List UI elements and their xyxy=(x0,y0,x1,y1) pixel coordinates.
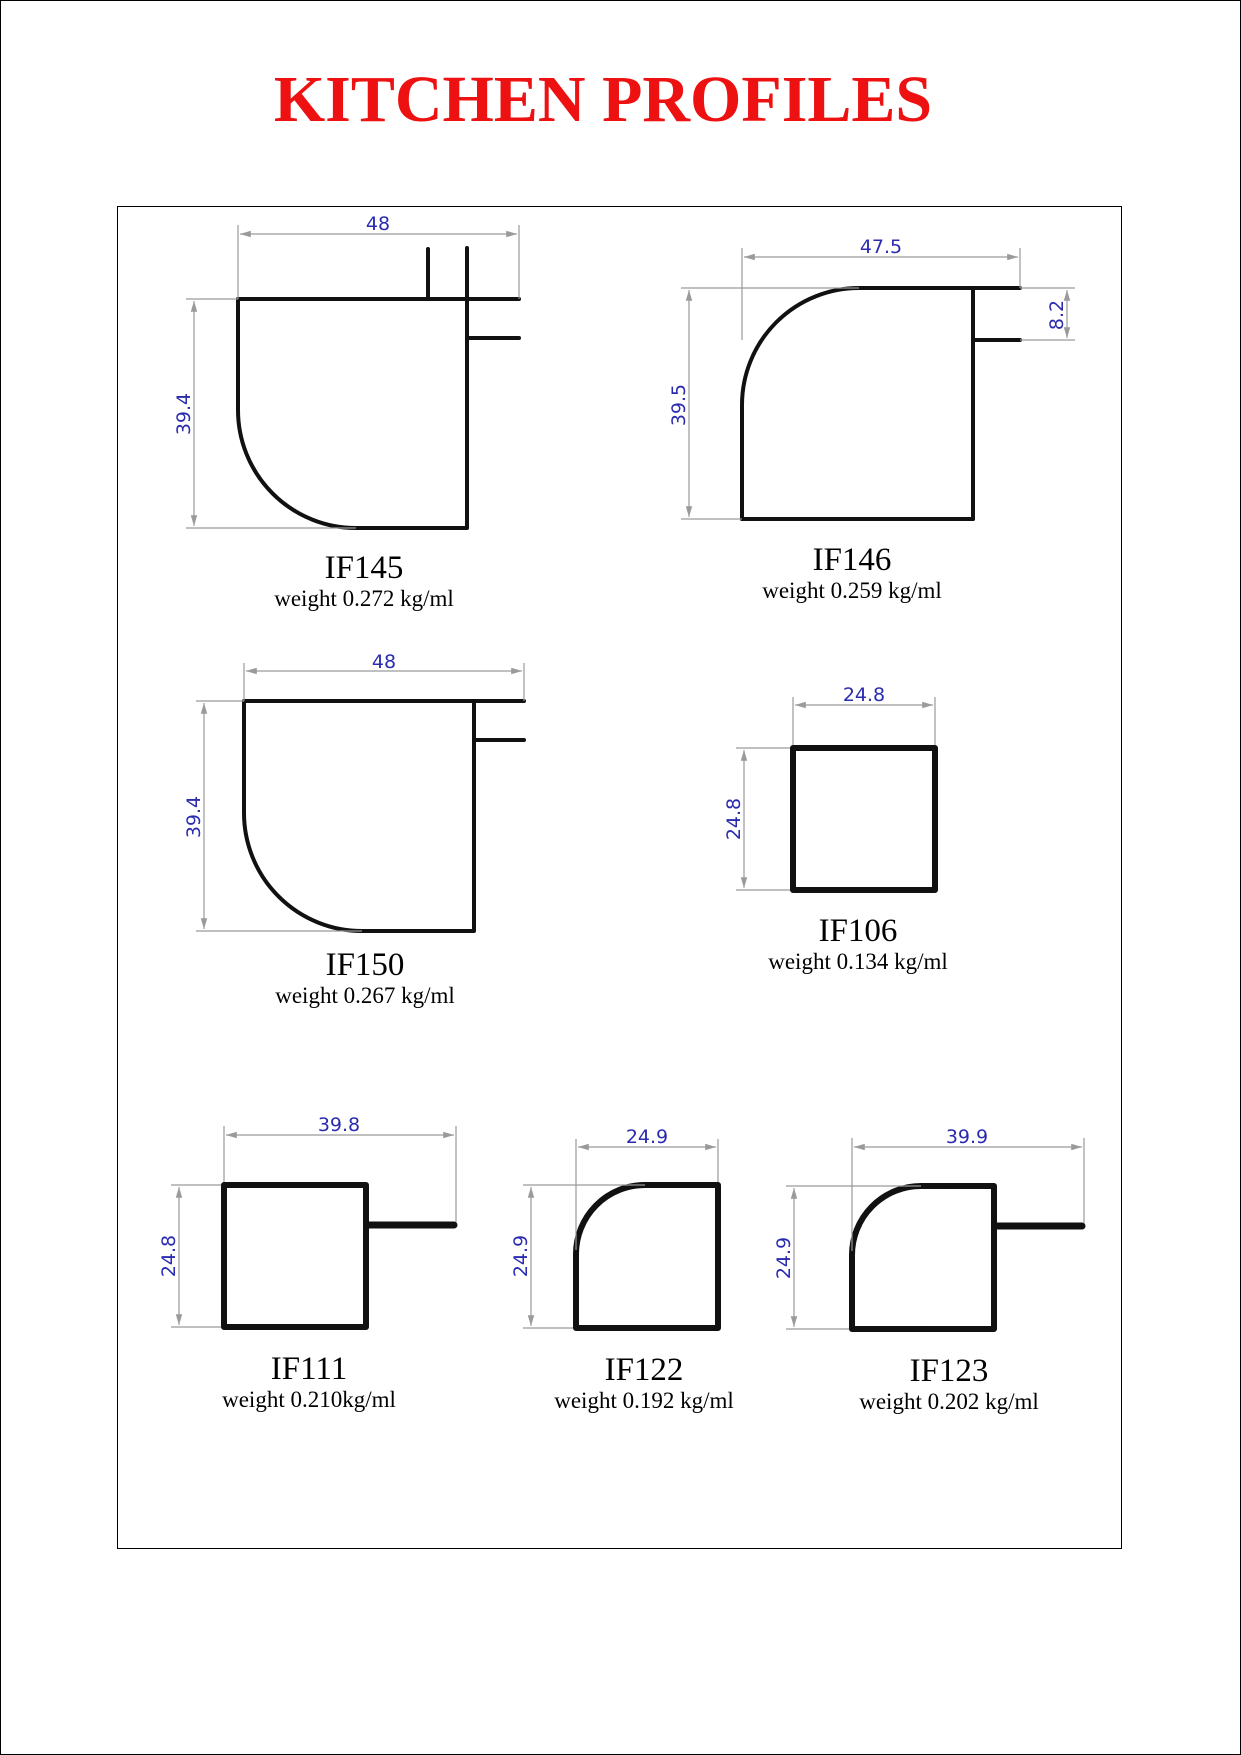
profile-code: IF146 xyxy=(812,542,892,578)
profile-weight: weight 0.259 kg/ml xyxy=(762,578,942,603)
if111-width-dimension: 39.8 xyxy=(317,1114,361,1136)
profile-weight: weight 0.202 kg/ml xyxy=(859,1389,1039,1414)
profile-if145-label xyxy=(214,550,514,612)
profile-if123-label xyxy=(799,1353,1099,1415)
profile-if111-drawing xyxy=(158,1114,456,1328)
if146-flange-dimension: 8.2 xyxy=(1046,299,1068,331)
if106-width-dimension: 24.8 xyxy=(842,684,886,706)
profile-if146-drawing xyxy=(668,236,1075,519)
profile-if122-drawing xyxy=(510,1126,719,1329)
profile-weight: weight 0.272 kg/ml xyxy=(274,586,454,611)
profile-weight: weight 0.134 kg/ml xyxy=(768,949,948,974)
if146-height-dimension: 39.5 xyxy=(668,383,690,427)
profile-if106-label xyxy=(708,913,1008,975)
profile-if146-label xyxy=(702,542,1002,604)
profile-if145-drawing xyxy=(173,213,519,528)
profile-code: IF106 xyxy=(818,913,898,949)
profile-weight: weight 0.192 kg/ml xyxy=(554,1388,734,1413)
if145-width-dimension: 48 xyxy=(365,213,391,235)
profile-if106-drawing xyxy=(723,684,936,891)
if111-height-dimension: 24.8 xyxy=(158,1234,180,1278)
if122-width-dimension: 24.9 xyxy=(625,1126,669,1148)
profile-code: IF123 xyxy=(909,1353,989,1389)
profile-if123-drawing xyxy=(773,1126,1084,1330)
profile-if150-drawing xyxy=(183,651,524,931)
if150-height-dimension: 39.4 xyxy=(183,795,205,839)
if106-height-dimension: 24.8 xyxy=(723,797,745,841)
if122-height-dimension: 24.9 xyxy=(510,1234,532,1278)
if150-width-dimension: 48 xyxy=(371,651,397,673)
profile-if150-label xyxy=(215,947,515,1009)
profile-code: IF150 xyxy=(325,947,405,983)
profile-if111-label xyxy=(159,1351,459,1413)
profile-if122-label xyxy=(494,1352,794,1414)
profile-code: IF145 xyxy=(324,550,404,586)
profile-code: IF111 xyxy=(270,1351,348,1387)
if123-width-dimension: 39.9 xyxy=(945,1126,989,1148)
if145-height-dimension: 39.4 xyxy=(173,392,195,436)
profile-weight: weight 0.267 kg/ml xyxy=(275,983,455,1008)
if123-height-dimension: 24.9 xyxy=(773,1236,795,1280)
page-title: KITCHEN PROFILES xyxy=(273,63,933,136)
profile-code: IF122 xyxy=(604,1352,684,1388)
profile-weight: weight 0.210kg/ml xyxy=(222,1387,396,1412)
if146-width-dimension: 47.5 xyxy=(859,236,903,258)
